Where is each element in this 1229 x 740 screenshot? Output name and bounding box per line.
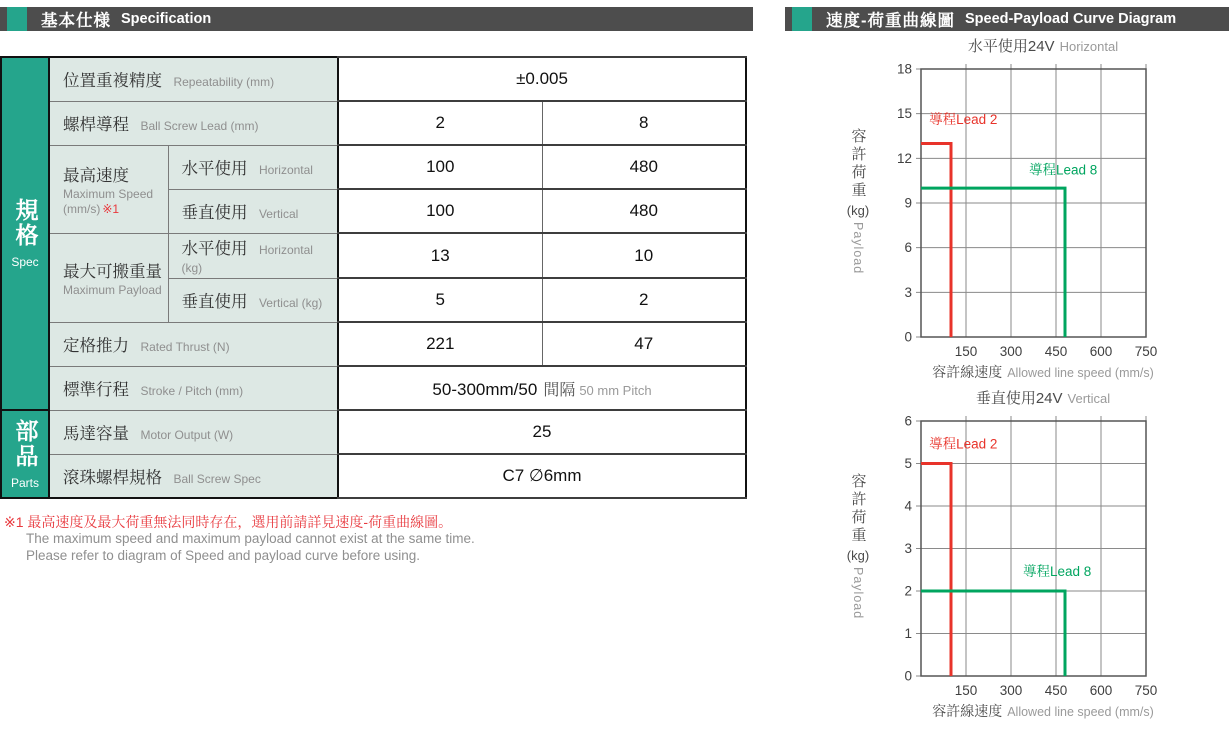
ylabel-en: Payload	[851, 567, 865, 620]
series-line-0	[921, 143, 951, 337]
value-motor-output: 25	[338, 410, 746, 454]
sublabel-speed-vertical	[168, 189, 338, 233]
label-max-payload-en: Maximum Payload	[63, 282, 162, 297]
value-stroke-main: 50-300mm/50	[432, 379, 538, 399]
spec-header-title-zh: 基本仕様	[41, 12, 111, 30]
chart-vertical-ylabel	[835, 473, 881, 645]
teal-accent-square	[792, 7, 812, 31]
y-tick-label: 5	[904, 456, 912, 471]
footnote-zh: ※1 最高速度及最大荷重無法同時存在，選用前請詳見速度-荷重曲線圖。	[4, 514, 453, 530]
x-tick-label: 600	[1089, 683, 1113, 698]
series-label-0: 導程Lead 2	[929, 436, 998, 452]
sublabel-speed-horizontal-en: Horizontal	[258, 163, 313, 177]
y-tick-label: 6	[904, 240, 912, 256]
sublabel-payload-horizontal-en: Horizontal (kg)	[181, 242, 313, 275]
curve-section-header	[785, 7, 1229, 31]
side-spec-en: Spec	[11, 255, 39, 269]
x-tick-label: 300	[999, 344, 1023, 359]
side-spec-zh: 規格	[12, 198, 39, 248]
label-screw-spec-en: Ball Screw Spec	[173, 471, 261, 486]
label-max-payload-zh: 最大可搬重量	[63, 262, 162, 281]
value-thrust-lead2: 221	[338, 322, 542, 366]
value-payload-v-lead2: 5	[338, 278, 542, 322]
label-lead-en: Ball Screw Lead (mm)	[140, 119, 259, 133]
series-label-0: 導程Lead 2	[929, 112, 998, 128]
chart-horizontal-ylabel	[835, 128, 881, 300]
label-motor-output	[49, 410, 338, 454]
value-payload-h-lead8: 10	[542, 233, 746, 278]
speed-payload-plot-horizontal	[881, 57, 1160, 371]
curve-header-title-zh: 速度-荷重曲線圖	[826, 12, 955, 30]
label-max-speed	[49, 145, 168, 233]
value-payload-v-lead8: 2	[542, 278, 746, 322]
series-label-1: 導程Lead 8	[1023, 564, 1092, 580]
value-stroke-en: 50 mm Pitch	[579, 382, 652, 398]
y-tick-label: 9	[904, 195, 912, 211]
footnote-en-line1: The maximum speed and maximum payload cannot exist at the same time.	[26, 531, 475, 547]
x-tick-label: 750	[1134, 683, 1158, 698]
value-thrust-lead8: 47	[542, 322, 746, 366]
spec-section-header	[0, 7, 753, 31]
row-stroke	[1, 366, 746, 410]
row-ball-screw-lead	[1, 101, 746, 145]
teal-accent-square	[7, 7, 27, 31]
label-ball-screw-lead	[49, 101, 338, 145]
label-thrust-zh: 定格推力	[63, 337, 129, 355]
y-tick-label: 2	[904, 583, 912, 599]
row-rated-thrust	[1, 322, 746, 366]
label-max-speed-en: Maximum Speed	[63, 186, 154, 201]
y-tick-label: 15	[896, 106, 912, 122]
x-tick-label: 750	[1134, 344, 1158, 359]
xlabel-en: Allowed line speed (mm/s)	[1007, 366, 1154, 380]
label-max-speed-unit	[63, 202, 167, 216]
sublabel-speed-horizontal	[168, 145, 338, 189]
x-tick-label: 450	[1044, 683, 1068, 698]
sublabel-speed-horizontal-zh: 水平使用	[181, 160, 248, 178]
chart-horizontal-title-en: Horizontal	[1059, 39, 1119, 54]
chart-vertical-xlabel	[785, 702, 1229, 720]
sublabel-payload-vertical-en: Vertical (kg)	[258, 296, 323, 310]
row-max-speed-horizontal	[1, 145, 746, 189]
label-max-speed-zh: 最高速度	[63, 166, 129, 185]
value-speed-v-lead8: 480	[542, 189, 746, 233]
ylabel-en: Payload	[851, 221, 865, 275]
chart-horizontal-body	[785, 57, 1229, 371]
chart-horizontal-xlabel	[785, 363, 1229, 381]
label-rated-thrust	[49, 322, 338, 366]
ylabel-unit: (kg)	[846, 202, 870, 218]
chart-vertical	[785, 389, 1229, 720]
y-tick-label: 0	[904, 668, 912, 684]
ylabel-zh: 容許荷重	[849, 127, 867, 200]
x-tick-label: 600	[1089, 344, 1113, 359]
sublabel-payload-vertical-zh: 垂直使用	[181, 293, 248, 311]
value-stroke-zh: 間隔	[543, 381, 576, 399]
curve-header-title-en: Speed-Payload Curve Diagram	[965, 11, 1177, 27]
label-repeatability	[49, 57, 338, 101]
y-tick-label: 18	[896, 61, 912, 77]
row-motor-output	[1, 410, 746, 454]
label-repeatability-en: Repeatability (mm)	[173, 75, 275, 90]
side-group-parts	[1, 410, 49, 498]
y-tick-label: 3	[904, 541, 912, 556]
sublabel-payload-horizontal	[168, 233, 338, 278]
chart-vertical-body	[785, 409, 1229, 710]
label-lead-zh: 螺桿導程	[63, 116, 129, 134]
side-parts-en: Parts	[10, 475, 39, 490]
max-speed-unit: (mm/s)	[63, 202, 101, 216]
chart-horizontal	[785, 37, 1229, 381]
side-parts-zh: 部品	[12, 418, 39, 469]
label-motor-en: Motor Output (W)	[140, 428, 234, 442]
value-stroke	[338, 366, 746, 410]
series-line-0	[921, 464, 951, 677]
label-stroke-en: Stroke / Pitch (mm)	[140, 384, 244, 398]
chart-vertical-title-en: Vertical	[1067, 391, 1111, 406]
label-max-payload	[49, 233, 168, 322]
label-repeatability-zh: 位置重複精度	[63, 72, 162, 91]
sublabel-speed-vertical-en: Vertical	[258, 207, 299, 221]
xlabel-en: Allowed line speed (mm/s)	[1007, 705, 1154, 719]
sublabel-payload-vertical	[168, 278, 338, 322]
ylabel-unit: (kg)	[846, 548, 870, 564]
label-stroke-zh: 標準行程	[63, 381, 129, 399]
x-tick-label: 300	[999, 683, 1023, 698]
xlabel-zh: 容許線速度	[932, 703, 1003, 719]
sublabel-speed-vertical-zh: 垂直使用	[181, 204, 248, 222]
value-lead8: 8	[542, 101, 746, 145]
chart-horizontal-title-zh: 水平使用24V	[967, 38, 1055, 55]
chart-vertical-title	[785, 389, 1229, 409]
row-ball-screw-spec	[1, 454, 746, 498]
value-payload-h-lead2: 13	[338, 233, 542, 278]
value-lead2: 2	[338, 101, 542, 145]
row-max-payload-horizontal	[1, 233, 746, 278]
label-thrust-en: Rated Thrust (N)	[140, 340, 230, 354]
y-tick-label: 1	[904, 626, 912, 641]
y-tick-label: 3	[904, 284, 912, 300]
max-speed-footnote-mark: ※1	[102, 202, 120, 216]
x-tick-label: 150	[954, 344, 978, 359]
x-tick-label: 150	[954, 683, 978, 698]
chart-horizontal-title	[785, 37, 1229, 57]
x-tick-label: 450	[1044, 344, 1068, 359]
xlabel-zh: 容許線速度	[932, 364, 1003, 380]
speed-payload-section	[785, 7, 1229, 720]
label-screw-spec-zh: 滾珠螺桿規格	[63, 468, 162, 487]
ylabel-zh: 容許荷重	[849, 473, 867, 546]
specification-section	[0, 7, 753, 565]
series-label-1: 導程Lead 8	[1029, 162, 1098, 178]
speed-payload-plot-vertical	[881, 409, 1160, 710]
label-motor-zh: 馬達容量	[63, 425, 129, 443]
footnote	[0, 513, 753, 565]
side-group-spec	[1, 57, 49, 410]
footnote-en-line2: Please refer to diagram of Speed and payload curve before using.	[26, 548, 420, 564]
value-repeatability: ±0.005	[338, 57, 746, 101]
sublabel-payload-horizontal-zh: 水平使用	[181, 239, 248, 258]
spec-table	[0, 56, 747, 499]
row-repeatability	[1, 57, 746, 101]
label-ball-screw-spec	[49, 454, 338, 498]
y-tick-label: 0	[904, 329, 912, 345]
value-ball-screw-spec: C7 ∅6mm	[338, 454, 746, 498]
y-tick-label: 6	[904, 413, 912, 429]
spec-header-title-en: Specification	[121, 11, 212, 27]
y-tick-label: 4	[904, 498, 912, 514]
series-line-1	[921, 188, 1065, 337]
chart-vertical-title-zh: 垂直使用24V	[975, 390, 1063, 407]
value-speed-h-lead2: 100	[338, 145, 542, 189]
value-speed-v-lead2: 100	[338, 189, 542, 233]
y-tick-label: 12	[896, 150, 912, 166]
label-stroke	[49, 366, 338, 410]
value-speed-h-lead8: 480	[542, 145, 746, 189]
